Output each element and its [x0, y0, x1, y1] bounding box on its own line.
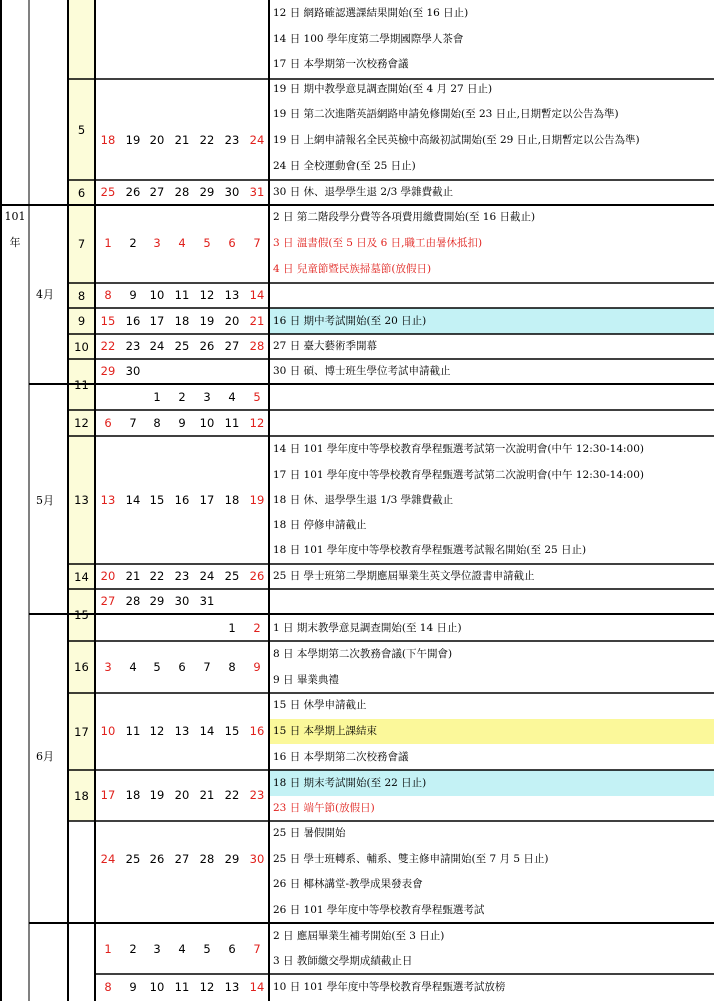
date-cell: 26 — [125, 185, 141, 199]
date-cell: 3 — [153, 942, 161, 956]
date-cell: 29 — [100, 364, 116, 378]
date-cell: 22 — [100, 339, 116, 353]
date-cell: 20 — [100, 569, 116, 583]
date-cell: 2 — [253, 621, 261, 635]
date-cell: 1 — [104, 942, 112, 956]
event-item: 16 日 本學期第二次校務會議 — [273, 751, 409, 763]
date-cell: 10 — [149, 288, 165, 302]
event-item: 18 日 101 學年度中等學校教育學程甄選考試報名開始(至 25 日止) — [273, 544, 587, 556]
date-cell: 24 — [199, 569, 215, 583]
date-cell: 18 — [224, 493, 240, 507]
year-number: 101 — [4, 210, 26, 223]
event-item: 2 日 應屆畢業生補考開始(至 3 日止) — [273, 930, 445, 942]
date-cell: 13 — [100, 493, 116, 507]
date-cell: 25 — [174, 339, 190, 353]
date-cell: 23 — [174, 569, 190, 583]
week-number: 5 — [77, 122, 86, 137]
event-item: 15 日 休學申請截止 — [273, 699, 367, 711]
date-cell: 30 — [174, 594, 190, 608]
date-cell: 8 — [104, 980, 112, 994]
date-cell: 11 — [125, 724, 141, 738]
date-cell: 11 — [224, 416, 240, 430]
date-cell: 22 — [224, 788, 240, 802]
week-number: 12 — [74, 416, 89, 430]
date-cell: 6 — [104, 416, 112, 430]
date-cell: 14 — [249, 980, 265, 994]
date-cell: 28 — [249, 339, 265, 353]
month-label-june: 6月 — [36, 750, 54, 763]
date-cell: 27 — [100, 594, 116, 608]
date-cell: 4 — [178, 942, 186, 956]
date-cell: 21 — [249, 314, 265, 328]
date-cell: 11 — [174, 288, 190, 302]
week-number: 10 — [74, 339, 89, 354]
month-label-april: 4月 — [36, 288, 54, 301]
date-cell: 1 — [153, 390, 161, 404]
event-item: 26 日 椰林講堂-教學成果發表會 — [273, 878, 423, 890]
event-item: 19 日 第二次進階英語網路申請免修開始(至 23 日止,日期暫定以公告為準) — [273, 108, 619, 120]
date-cell: 9 — [178, 416, 186, 430]
date-cell: 27 — [174, 852, 190, 866]
date-cell: 23 — [125, 339, 141, 353]
date-cell: 25 — [224, 569, 240, 583]
event-item: 1 日 期末教學意見調查開始(至 14 日止) — [273, 622, 462, 634]
year-label — [4, 210, 26, 250]
date-cell: 25 — [100, 185, 116, 199]
week-number: 16 — [74, 660, 89, 674]
year-suffix: 年 — [9, 236, 21, 249]
date-cell: 19 — [249, 493, 265, 507]
date-cell: 28 — [199, 852, 215, 866]
date-cell: 21 — [199, 788, 215, 802]
date-cell: 23 — [249, 788, 265, 802]
event-item: 24 日 全校運動會(至 25 日止) — [273, 160, 416, 172]
month-label-may: 5月 — [36, 494, 54, 507]
event-item: 15 日 本學期上課結束 — [273, 725, 378, 737]
event-item: 30 日 休、退學學生退 2/3 學雜費截止 — [273, 186, 454, 198]
date-cell: 18 — [125, 788, 141, 802]
date-cell: 17 — [149, 314, 165, 328]
date-cell: 7 — [203, 660, 211, 674]
date-cell: 29 — [149, 594, 165, 608]
event-item: 3 日 溫書假(至 5 日及 6 日,職工由暑休抵扣) — [273, 237, 483, 249]
date-cell: 2 — [129, 942, 137, 956]
date-cell: 29 — [199, 185, 215, 199]
date-cell: 8 — [153, 416, 161, 430]
date-cell: 2 — [129, 236, 137, 250]
date-cell: 7 — [253, 236, 261, 250]
date-cell: 16 — [174, 493, 190, 507]
date-cell: 5 — [253, 390, 261, 404]
date-cell: 21 — [174, 133, 190, 147]
date-cell: 5 — [203, 942, 211, 956]
date-cell: 10 — [149, 980, 165, 994]
date-cell: 6 — [228, 942, 236, 956]
date-cell: 26 — [249, 569, 265, 583]
week-number: 6 — [77, 185, 86, 200]
date-cell: 22 — [149, 569, 165, 583]
event-item: 26 日 101 學年度中等學校教育學程甄選考試 — [273, 904, 485, 916]
date-cell: 26 — [199, 339, 215, 353]
event-item: 4 日 兒童節暨民族掃墓節(放假日) — [273, 263, 432, 275]
date-cell: 19 — [125, 133, 141, 147]
date-cell: 22 — [199, 133, 215, 147]
date-cell: 15 — [149, 493, 165, 507]
event-item: 27 日 臺大藝術季開幕 — [273, 340, 378, 352]
date-cell: 24 — [100, 852, 116, 866]
event-item: 14 日 101 學年度中等學校教育學程甄選考試第一次說明會(中午 12:30-14:00) — [273, 443, 645, 455]
date-cell: 10 — [199, 416, 215, 430]
event-item: 19 日 上網申請報名全民英檢中高級初試開始(至 29 日止,日期暫定以公告為準) — [273, 134, 640, 146]
date-cell: 14 — [125, 493, 141, 507]
event-item: 2 日 第二階段學分費等各項費用繳費開始(至 16 日截止) — [273, 211, 536, 223]
date-cell: 25 — [125, 852, 141, 866]
event-item: 18 日 期末考試開始(至 22 日止) — [273, 777, 427, 789]
date-cell: 11 — [174, 980, 190, 994]
date-cell: 1 — [104, 236, 112, 250]
event-item: 12 日 網路確認選課結果開始(至 16 日止) — [273, 7, 469, 19]
date-cell: 24 — [149, 339, 165, 353]
date-cell: 4 — [228, 390, 236, 404]
date-cell: 21 — [125, 569, 141, 583]
date-cell: 16 — [249, 724, 265, 738]
date-cell: 30 — [224, 185, 240, 199]
date-cell: 20 — [224, 314, 240, 328]
week-number: 11 — [74, 377, 89, 392]
event-item: 25 日 學士班第二學期應屆畢業生英文學位證書申請截止 — [273, 570, 535, 582]
date-cell: 30 — [249, 852, 265, 866]
date-cell: 31 — [199, 594, 215, 608]
event-item: 25 日 學士班轉系、輔系、雙主修申請開始(至 7 月 5 日止) — [273, 853, 549, 865]
date-cell: 3 — [104, 660, 112, 674]
date-cell: 27 — [224, 339, 240, 353]
date-cell: 20 — [149, 133, 165, 147]
date-cell: 18 — [100, 133, 116, 147]
date-cell: 9 — [129, 288, 137, 302]
week-number: 8 — [77, 288, 86, 303]
event-item: 17 日 101 學年度中等學校教育學程甄選考試第二次說明會(中午 12:30-14:00) — [273, 469, 645, 481]
date-cell: 27 — [149, 185, 165, 199]
date-cell: 20 — [174, 788, 190, 802]
event-item: 17 日 本學期第一次校務會議 — [273, 58, 409, 70]
event-item: 18 日 休、退學學生退 1/3 學雜費截止 — [273, 494, 454, 506]
date-cell: 24 — [249, 133, 265, 147]
event-item: 19 日 期中教學意見調查開始(至 4 月 27 日止) — [273, 83, 493, 95]
date-cell: 5 — [203, 236, 211, 250]
date-cell: 7 — [129, 416, 137, 430]
date-cell: 4 — [178, 236, 186, 250]
date-cell: 3 — [203, 390, 211, 404]
week-number: 18 — [74, 788, 89, 803]
date-cell: 12 — [249, 416, 265, 430]
week-number: 13 — [74, 493, 89, 507]
date-cell: 30 — [125, 364, 141, 378]
date-cell: 15 — [224, 724, 240, 738]
date-cell: 14 — [199, 724, 215, 738]
event-item: 23 日 端午節(放假日) — [273, 802, 375, 814]
date-cell: 23 — [224, 133, 240, 147]
event-item: 8 日 本學期第二次教務會議(下午開會) — [273, 648, 453, 660]
event-item: 14 日 100 學年度第二學期國際學人茶會 — [273, 33, 464, 45]
date-cell: 16 — [125, 314, 141, 328]
date-cell: 28 — [174, 185, 190, 199]
date-cell: 3 — [153, 236, 161, 250]
date-cell: 13 — [224, 980, 240, 994]
week-number: 17 — [74, 724, 89, 739]
date-cell: 17 — [100, 788, 116, 802]
date-cell: 31 — [249, 185, 265, 199]
date-cell: 26 — [149, 852, 165, 866]
event-item: 16 日 期中考試開始(至 20 日止) — [273, 315, 427, 327]
date-cell: 18 — [174, 314, 190, 328]
date-cell: 28 — [125, 594, 141, 608]
date-cell: 6 — [178, 660, 186, 674]
date-cell: 12 — [199, 288, 215, 302]
date-cell: 1 — [228, 621, 236, 635]
date-cell: 19 — [149, 788, 165, 802]
date-cell: 17 — [199, 493, 215, 507]
event-item: 30 日 碩、博士班生學位考試申請截止 — [273, 365, 451, 377]
date-cell: 9 — [253, 660, 261, 674]
date-cell: 14 — [249, 288, 265, 302]
date-cell: 29 — [224, 852, 240, 866]
date-cell: 12 — [199, 980, 215, 994]
event-item: 3 日 教師繳交學期成績截止日 — [273, 955, 413, 967]
date-cell: 6 — [228, 236, 236, 250]
week-number: 9 — [77, 314, 86, 328]
week-number: 7 — [77, 237, 86, 251]
event-item: 9 日 畢業典禮 — [273, 674, 339, 686]
date-cell: 15 — [100, 314, 116, 328]
date-cell: 19 — [199, 314, 215, 328]
date-cell: 10 — [100, 724, 116, 738]
event-item: 25 日 暑假開始 — [273, 827, 346, 839]
date-cell: 13 — [174, 724, 190, 738]
event-item: 18 日 停修申請截止 — [273, 519, 367, 531]
date-cell: 2 — [178, 390, 186, 404]
event-item: 10 日 101 學年度中等學校教育學程甄選考試放榜 — [273, 981, 506, 993]
date-cell: 5 — [153, 660, 161, 674]
date-cell: 9 — [129, 980, 137, 994]
date-cell: 4 — [129, 660, 137, 674]
date-cell: 7 — [253, 942, 261, 956]
date-cell: 12 — [149, 724, 165, 738]
week-number: 14 — [74, 569, 89, 584]
date-cell: 8 — [228, 660, 236, 674]
week-number: 15 — [74, 608, 89, 622]
date-cell: 8 — [104, 288, 112, 302]
date-cell: 13 — [224, 288, 240, 302]
